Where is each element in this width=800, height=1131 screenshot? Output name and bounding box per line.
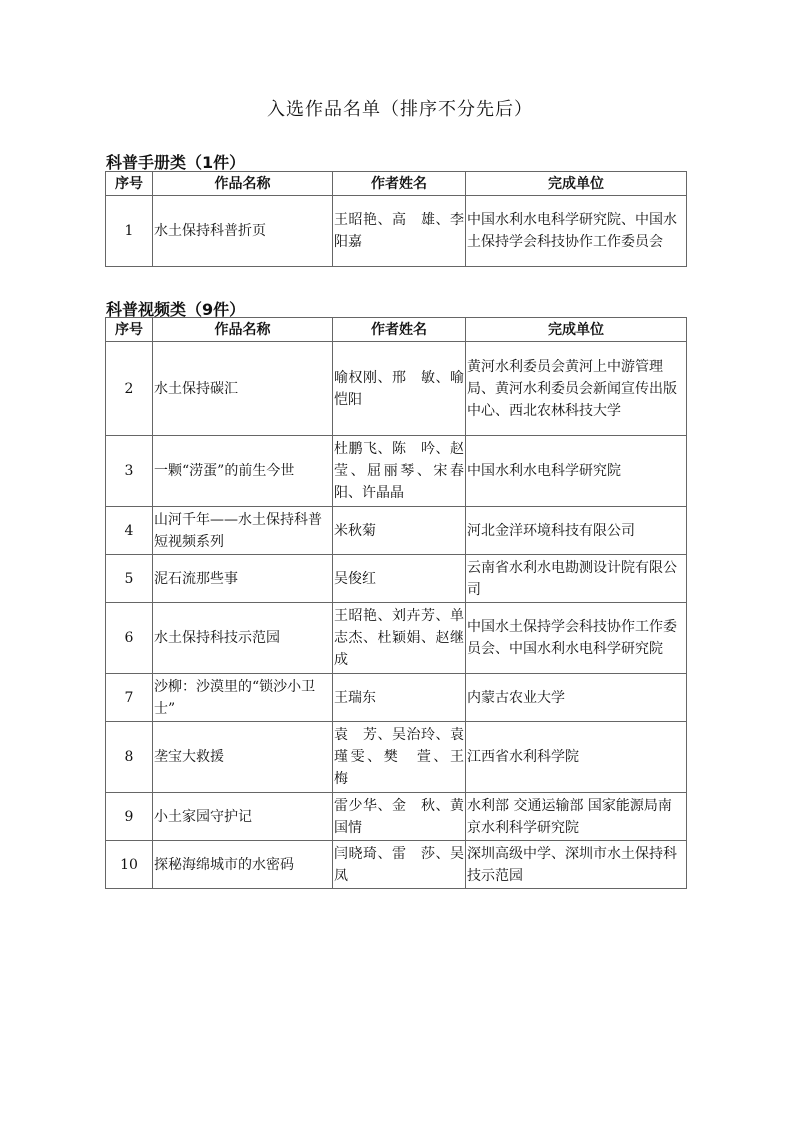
table-row	[106, 603, 687, 674]
row-authors: 王昭艳、刘卉芳、单志杰、杜颖娟、赵继成	[333, 603, 466, 674]
row-title: 水土保持碳汇	[153, 342, 333, 436]
row-authors: 雷少华、金 秋、黄国情	[333, 793, 466, 841]
row-authors: 王瑞东	[333, 674, 466, 722]
row-unit: 深圳高级中学、深圳市水土保持科技示范园	[466, 841, 687, 889]
row-title: 山河千年——水土保持科普短视频系列	[153, 507, 333, 555]
header-no: 序号	[106, 172, 153, 196]
table-row	[106, 342, 687, 436]
table-header-row	[106, 318, 687, 342]
row-authors: 米秋菊	[333, 507, 466, 555]
table-row	[106, 555, 687, 603]
row-unit: 中国水土保持学会科技协作工作委员会、中国水利水电科学研究院	[466, 603, 687, 674]
row-unit: 黄河水利委员会黄河上中游管理局、黄河水利委员会新闻宣传出版中心、西北农林科技大学	[466, 342, 687, 436]
row-authors: 杜鹏飞、陈 吟、赵 莹、屈丽琴、宋春阳、许晶晶	[333, 436, 466, 507]
header-no: 序号	[106, 318, 153, 342]
section-heading-handbook: 科普手册类（1件）	[106, 153, 246, 172]
row-no: 5	[106, 555, 153, 603]
table-row	[106, 793, 687, 841]
row-no: 4	[106, 507, 153, 555]
header-authors: 作者姓名	[333, 318, 466, 342]
row-no: 10	[106, 841, 153, 889]
handbook-table	[105, 171, 687, 267]
header-unit: 完成单位	[466, 172, 687, 196]
header-title: 作品名称	[153, 318, 333, 342]
row-unit: 云南省水利水电勘测设计院有限公司	[466, 555, 687, 603]
row-no: 2	[106, 342, 153, 436]
row-authors: 袁 芳、吴治玲、袁瑾雯、樊 萱、王 梅	[333, 722, 466, 793]
table-row	[106, 674, 687, 722]
table-row	[106, 436, 687, 507]
row-authors: 王昭艳、高 雄、李阳嘉	[333, 196, 466, 267]
row-authors: 闫晓琦、雷 莎、吴 凤	[333, 841, 466, 889]
table-row	[106, 196, 687, 267]
document-title: 入选作品名单（排序不分先后）	[267, 99, 533, 120]
row-authors: 喻权刚、邢 敏、喻恺阳	[333, 342, 466, 436]
table-row	[106, 841, 687, 889]
row-title: 水土保持科普折页	[153, 196, 333, 267]
row-title: 水土保持科技示范园	[153, 603, 333, 674]
video-table	[105, 317, 687, 889]
row-title: 泥石流那些事	[153, 555, 333, 603]
row-unit: 中国水利水电科学研究院、中国水土保持学会科技协作工作委员会	[466, 196, 687, 267]
row-unit: 内蒙古农业大学	[466, 674, 687, 722]
row-no: 3	[106, 436, 153, 507]
row-title: 一颗“涝蛋”的前生今世	[153, 436, 333, 507]
table-row	[106, 722, 687, 793]
table-row	[106, 507, 687, 555]
row-title: 沙柳：沙漠里的“锁沙小卫士”	[153, 674, 333, 722]
table-header-row	[106, 172, 687, 196]
header-unit: 完成单位	[466, 318, 687, 342]
row-no: 7	[106, 674, 153, 722]
row-title: 垄宝大救援	[153, 722, 333, 793]
row-unit: 河北金洋环境科技有限公司	[466, 507, 687, 555]
row-no: 8	[106, 722, 153, 793]
row-no: 1	[106, 196, 153, 267]
section-heading-video: 科普视频类（9件）	[106, 300, 246, 319]
row-unit: 水利部 交通运输部 国家能源局南京水利科学研究院	[466, 793, 687, 841]
row-unit: 中国水利水电科学研究院	[466, 436, 687, 507]
row-title: 探秘海绵城市的水密码	[153, 841, 333, 889]
row-title: 小土家园守护记	[153, 793, 333, 841]
header-title: 作品名称	[153, 172, 333, 196]
row-unit: 江西省水利科学院	[466, 722, 687, 793]
row-no: 6	[106, 603, 153, 674]
row-no: 9	[106, 793, 153, 841]
header-authors: 作者姓名	[333, 172, 466, 196]
row-authors: 吴俊红	[333, 555, 466, 603]
